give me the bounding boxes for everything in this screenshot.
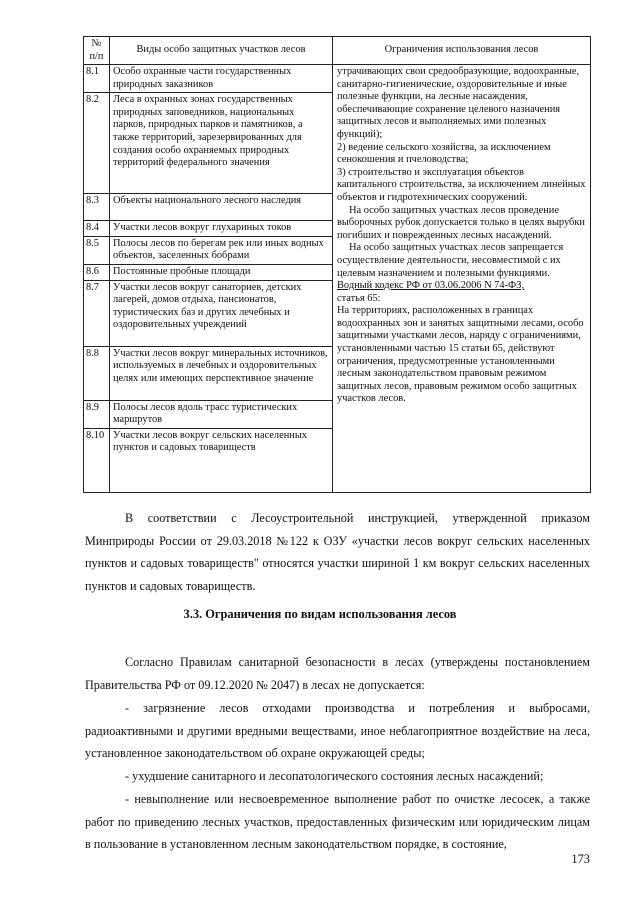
restriction-text: На особо защитных участках лесов проведение выборочных рубок допускается только в целях вырубки погибших и поврежденных лесных насаждений.	[337, 204, 585, 241]
row-number: 8.4	[84, 221, 110, 237]
row-type: Леса в охранных зонах государственных природных заповедников, национальных парков, природных парков и памятников, а также территорий, зарезервированных для создания особо охраняемых природных территорий федерального значения	[110, 93, 333, 194]
list-item: - невыполнение или несвоевременное выполнение работ по очистке лесосек, а также работ по приведению лесных участков, предоставленных физическим или юридическим лицам в пользование в установленном лесным законодательством порядке, в состояние,	[85, 792, 590, 852]
row-number: 8.3	[84, 194, 110, 221]
row-type: Участки лесов вокруг санаториев, детских лагерей, домов отдыха, пансионатов, туристических баз и других лечебных и оздоровительных учреждений	[110, 280, 333, 346]
row-type: Объекты национального лесного наследия	[110, 194, 333, 221]
row-number: 8.6	[84, 264, 110, 280]
col-header-type: Виды особо защитных участков лесов	[110, 37, 333, 65]
restriction-text: 3) строительство и эксплуатация объектов капитального строительства, за исключением линейных объектов и гидротехнических сооружений.	[337, 166, 586, 203]
restriction-text: На особо защитных участках лесов запрещается осуществление деятельности, несовместимой с их целевым назначением и полезными функциями.	[337, 242, 564, 279]
row-type: Участки лесов вокруг минеральных источников, используемых в лечебных и оздоровительных целях или имеющих перспективное значение	[110, 346, 333, 400]
row-type: Постоянные пробные площади	[110, 264, 333, 280]
restriction-text: статья 65:	[337, 292, 381, 304]
paragraph-rules: Согласно Правилам санитарной безопасности в лесах (утверждены постановлением Правительства РФ от 09.12.2020 № 2047) в лесах не допускается:	[85, 655, 590, 692]
row-number: 8.7	[84, 280, 110, 346]
table-row	[84, 65, 591, 93]
restriction-text: На территориях, расположенных в границах водоохранных зон и занятых защитными лесами, особо защитными участками лесов, наряду с ограничениями, установленными частью 15 статьи 65, действуют ограничения, предусмотренные установленными лесным законодательством правовым режимом защитных лесов, правовым режимом особо защитных участков лесов.	[337, 305, 584, 405]
restriction-text: 2) ведение сельского хозяйства, за исключением сенокошения и пчеловодства;	[337, 141, 551, 166]
section-heading: 3.3. Ограничения по видам использования лесов	[183, 607, 457, 621]
row-type: Полосы лесов вдоль трасс туристических маршрутов	[110, 400, 333, 428]
page-number: 173	[571, 852, 590, 866]
col-header-restrictions: Ограничения использования лесов	[333, 37, 591, 65]
paragraph-instruction: В соответствии с Лесоустроительной инструкцией, утвержденной приказом Минприроды России от 29.03.2018 №122 к ОЗУ «участки лесов вокруг сельских населенных пунктов и садовых товариществ" относятся участки шириной 1 км вокруг сельских населенных пунктов и садовых товариществ.	[85, 511, 590, 594]
row-type: Особо охранные части государственных природных заказников	[110, 65, 333, 93]
restrictions-cell	[333, 65, 591, 493]
row-type: Полосы лесов по берегам рек или иных водных объектов, заселенных бобрами	[110, 236, 333, 264]
restriction-text: утрачивающих свои средообразующие, водоохранные, санитарно-гигиенические, оздоровительные и иные полезные функции, на лесные насаждения, обеспечивающие сохранение целевого назначения защитных лесов и выполняемых ими полезных функций);	[337, 66, 580, 140]
table-header-row	[84, 37, 591, 65]
col-header-number: № п/п	[84, 37, 110, 65]
row-type: Участки лесов вокруг сельских населенных пунктов и садовых товариществ	[110, 428, 333, 492]
forest-areas-table	[83, 36, 591, 493]
row-number: 8.5	[84, 236, 110, 264]
row-number: 8.9	[84, 400, 110, 428]
row-number: 8.8	[84, 346, 110, 400]
row-number: 8.1	[84, 65, 110, 93]
list-item: - ухудшение санитарного и лесопатологического состояния лесных насаждений;	[125, 769, 544, 783]
row-type: Участки лесов вокруг глухариных токов	[110, 221, 333, 237]
row-number: 8.10	[84, 428, 110, 492]
water-code-reference: Водный кодекс РФ от 03.06.2006 N 74-ФЗ,	[337, 280, 525, 292]
row-number: 8.2	[84, 93, 110, 194]
list-item: - загрязнение лесов отходами производства и потребления и выбросами, радиоактивными и другими вредными веществами, иное неблагоприятное воздействие на леса, установленное законодательством об охране окружающей среды;	[85, 701, 590, 761]
